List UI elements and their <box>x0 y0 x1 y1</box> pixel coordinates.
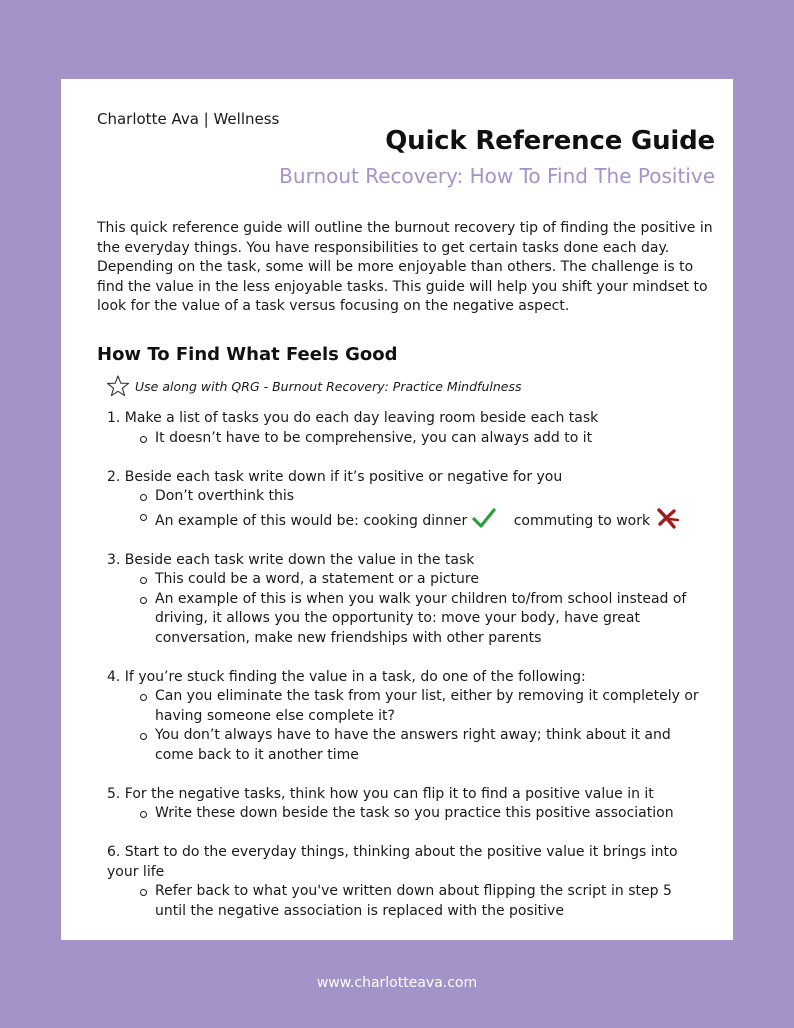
list-item <box>107 668 707 766</box>
list-item <box>107 409 707 448</box>
sub-bullet: It doesn’t have to be comprehensive, you can always add to it <box>107 429 707 449</box>
sub-bullet: You don’t always have to have the answers right away; think about it and come back to it another time <box>107 726 707 765</box>
sub-bullet: Refer back to what you've written down about flipping the script in step 5 until the negative association is replaced with the positive <box>107 882 707 921</box>
page-title: Quick Reference Guide <box>385 126 715 156</box>
sub-bullet: This could be a word, a statement or a picture <box>107 570 707 590</box>
x-mark-icon <box>654 507 680 529</box>
step-text: 3. Beside each task write down the value in the task <box>107 551 475 568</box>
list-item <box>107 551 707 649</box>
example-prefix: An example of this would be: cooking dinner <box>155 512 468 529</box>
example-middle: commuting to work <box>513 512 651 529</box>
section-heading: How To Find What Feels Good <box>97 344 398 365</box>
page-subtitle: Burnout Recovery: How To Find The Positive <box>279 164 715 188</box>
star-icon <box>106 375 130 397</box>
sub-bullet: Don’t overthink this <box>107 487 707 507</box>
sub-bullet: Can you eliminate the task from your list, either by removing it completely or having someone else complete it? <box>107 687 707 726</box>
list-item <box>107 843 707 921</box>
step-text: 6. Start to do the everyday things, thinking about the positive value it brings into your life <box>107 844 678 880</box>
document-page <box>61 79 733 940</box>
step-text: 2. Beside each task write down if it’s positive or negative for you <box>107 468 563 485</box>
sub-bullet: An example of this is when you walk your children to/from school instead of driving, it allows you the opportunity to: move your body, have great conversation, make new friendships with other parents <box>107 590 707 649</box>
checkmark-icon <box>471 507 497 529</box>
intro-paragraph: This quick reference guide will outline the burnout recovery tip of finding the positive in the everyday things. You have responsibilities to get certain tasks done each day. Depending on the task, some will be more enjoyable than others. The challenge is to find the value in the less enjoyable tasks. This guide will help you shift your mindset to look for the value of a task versus focusing on the negative aspect. <box>97 220 713 315</box>
list-item <box>107 468 707 532</box>
reference-note <box>106 375 521 397</box>
sub-bullet: Write these down beside the task so you practice this positive association <box>107 804 707 824</box>
brand-name: Charlotte Ava | Wellness <box>97 110 280 128</box>
footer-website[interactable]: www.charlotteava.com <box>316 975 478 991</box>
list-item <box>107 785 707 824</box>
sub-bullet-example <box>107 507 707 532</box>
step-text: 4. If you’re stuck finding the value in a task, do one of the following: <box>107 668 586 685</box>
reference-note-text: Use along with QRG - Burnout Recovery: Practice Mindfulness <box>135 378 522 394</box>
step-text: 5. For the negative tasks, think how you can flip it to find a positive value in it <box>107 785 654 802</box>
step-text: 1. Make a list of tasks you do each day leaving room beside each task <box>107 410 599 426</box>
steps-list <box>107 409 707 941</box>
